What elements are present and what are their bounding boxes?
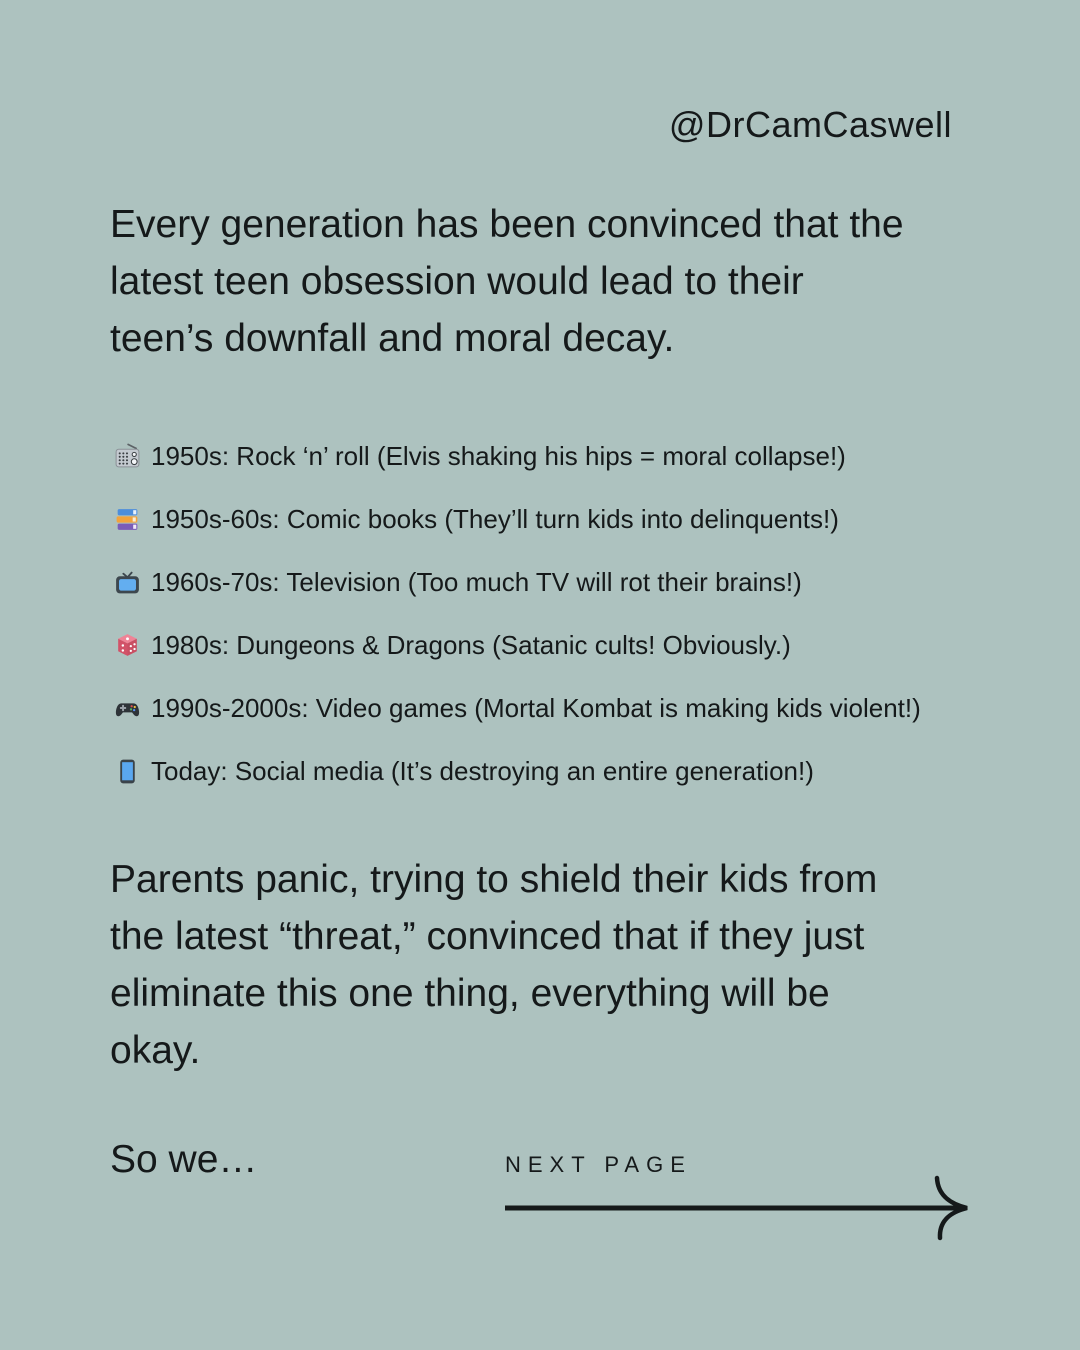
intro-heading-line: teen’s downfall and moral decay. bbox=[110, 317, 675, 360]
list-item bbox=[112, 677, 921, 740]
list-item-text: 1950s: Rock ‘n’ roll (Elvis shaking his hips = moral collapse!) bbox=[151, 441, 846, 471]
list-item-text: 1990s-2000s: Video games (Mortal Kombat is making kids violent!) bbox=[151, 693, 921, 723]
game-controller-icon bbox=[112, 694, 142, 724]
list-item-text: 1960s-70s: Television (Too much TV will rot their brains!) bbox=[151, 567, 802, 597]
next-page-label[interactable]: NEXT PAGE bbox=[505, 1152, 692, 1177]
list-item-text: Today: Social media (It’s destroying an entire generation!) bbox=[151, 756, 814, 786]
list-item-text: 1980s: Dungeons & Dragons (Satanic cults! Obviously.) bbox=[151, 630, 791, 660]
list-item bbox=[112, 425, 921, 488]
intro-heading-line: latest teen obsession would lead to their bbox=[110, 260, 804, 303]
author-handle: @DrCamCaswell bbox=[668, 104, 952, 145]
moral-panic-list bbox=[112, 425, 921, 803]
body-paragraph-line: okay. bbox=[110, 1029, 201, 1072]
list-item bbox=[112, 551, 921, 614]
tv-icon bbox=[112, 568, 142, 598]
list-item bbox=[112, 614, 921, 677]
body-paragraph-line: eliminate this one thing, everything will be bbox=[110, 972, 830, 1015]
list-item bbox=[112, 740, 921, 803]
mobile-phone-icon bbox=[112, 757, 142, 787]
next-page-arrow-icon[interactable] bbox=[503, 1168, 983, 1253]
teaser-text: So we… bbox=[110, 1138, 258, 1181]
intro-heading bbox=[110, 196, 904, 367]
list-item bbox=[112, 488, 921, 551]
books-icon bbox=[112, 505, 142, 535]
list-item-text: 1950s-60s: Comic books (They’ll turn kids into delinquents!) bbox=[151, 504, 839, 534]
intro-heading-line: Every generation has been convinced that the bbox=[110, 203, 904, 246]
body-paragraph bbox=[110, 851, 877, 1079]
body-paragraph-line: the latest “threat,” convinced that if they just bbox=[110, 915, 865, 958]
body-paragraph-line: Parents panic, trying to shield their kids from bbox=[110, 858, 878, 901]
radio-icon bbox=[112, 442, 142, 472]
dice-icon bbox=[112, 631, 142, 661]
